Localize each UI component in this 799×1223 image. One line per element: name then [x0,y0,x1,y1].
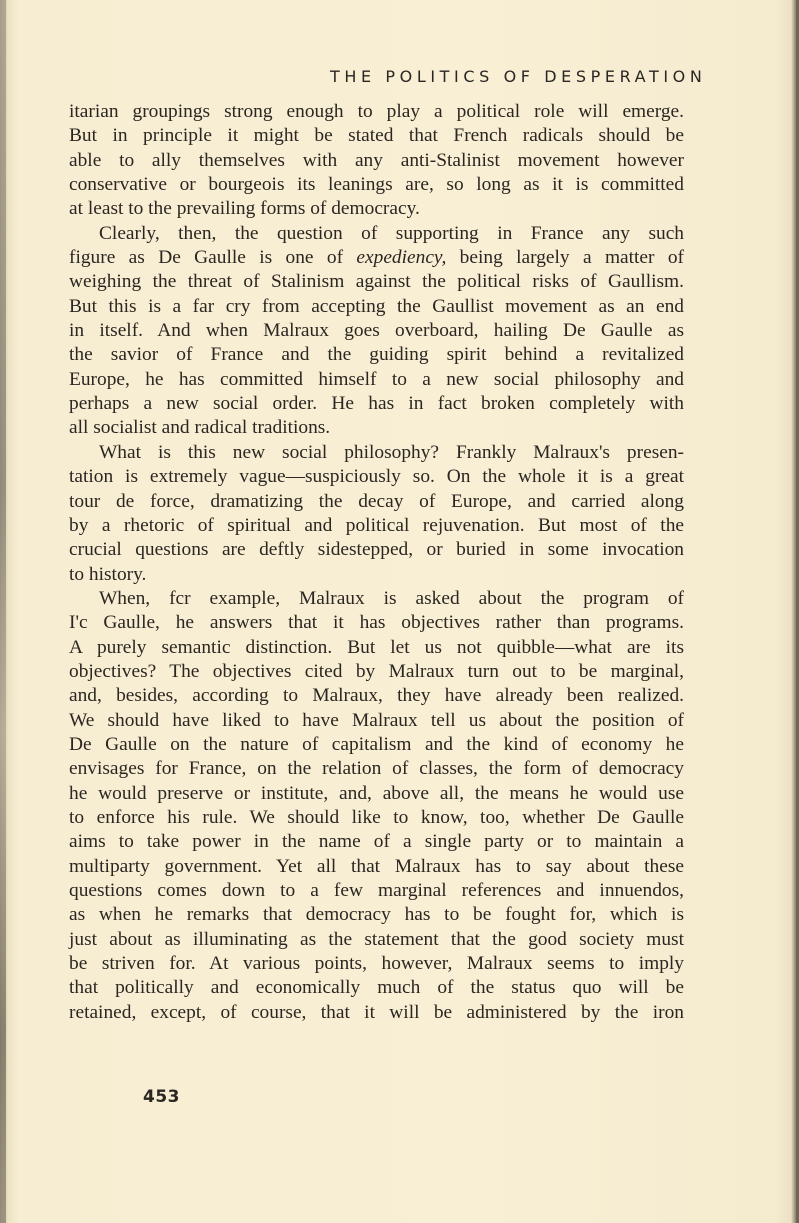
text-line: When, fcr example, Malraux is asked about the program of [99,587,684,609]
text-line: Clearly, then, the question of supporting in France any such [99,222,684,244]
text-line: able to ally themselves with any anti-Stalinist movement however [69,149,684,171]
text-line: We should have liked to have Malraux tell us about the position of [69,709,684,731]
text-line: all socialist and radical traditions. [69,417,331,439]
emphasis: expediency, [356,247,447,269]
text-line: itarian groupings strong enough to play a political role will emerge. [69,101,684,122]
text-line: tation is extremely vague—suspiciously so. On the whole it is a great [69,466,684,488]
text-line: What is this new social philosophy? Frankly Malraux's presen- [99,441,684,463]
text-line: as when he remarks that democracy has to be fought for, which is [69,904,684,926]
text-line: to history. [69,563,147,585]
text-line: objectives? The objectives cited by Malraux turn out to be marginal, [69,660,684,682]
text-line: in itself. And when Malraux goes overboard, hailing De Gaulle as [69,320,684,342]
paragraph [69,587,684,1025]
text-line: figure as De Gaulle is one of expediency, being largely a matter of [69,247,685,269]
page-number: 453 [143,1087,180,1107]
text-line: that politically and economically much of the status quo will be [69,977,684,999]
text-line: Europe, he has committed himself to a new social philosophy and [69,368,684,390]
paragraph [69,222,684,441]
text-line: retained, except, of course, that it will be administered by the iron [69,1001,684,1023]
text-line: tour de force, dramatizing the decay of Europe, and carried along [69,490,684,512]
text-line: A purely semantic distinction. But let us not quibble—what are its [69,636,684,658]
text-line: he would preserve or institute, and, above all, the means he would use [69,782,684,804]
text-line: multiparty government. Yet all that Malraux has to say about these [69,855,684,877]
text-line: be striven for. At various points, however, Malraux seems to imply [69,953,684,975]
paragraph [69,100,684,222]
text-line: at least to the prevailing forms of democracy. [69,198,420,220]
text-line: envisages for France, on the relation of classes, the form of democracy [69,758,684,780]
text-line: De Gaulle on the nature of capitalism and the kind of economy he [69,733,684,755]
text-line: just about as illuminating as the statement that the good society must [69,928,684,950]
body-text [69,100,684,1025]
paragraph [69,441,684,587]
text-line: perhaps a new social order. He has in fact broken completely with [69,393,684,415]
text-line: I'c Gaulle, he answers that it has objectives rather than programs. [69,612,684,634]
text-line: the savior of France and the guiding spirit behind a revitalized [69,344,684,366]
text-line: to enforce his rule. We should like to know, too, whether De Gaulle [69,806,684,828]
text-line: by a rhetoric of spiritual and political rejuvenation. But most of the [69,514,684,536]
text-line: and, besides, according to Malraux, they have already been realized. [69,685,684,707]
text-line: weighing the threat of Stalinism against the political risks of Gaullism. [69,271,684,293]
text-line: conservative or bourgeois its leanings are, so long as it is committed [69,174,684,196]
spine-shadow [0,0,6,1223]
text-line: But in principle it might be stated that French radicals should be [69,125,684,147]
text-line: crucial questions are deftly sidestepped, or buried in some invocation [69,539,684,561]
text-line: aims to take power in the name of a single party or to maintain a [69,831,684,853]
text-line: But this is a far cry from accepting the Gaullist movement as an end [69,295,684,317]
running-head: THE POLITICS OF DESPERATION [330,67,707,86]
text-line: questions comes down to a few marginal references and innuendos, [69,880,684,901]
